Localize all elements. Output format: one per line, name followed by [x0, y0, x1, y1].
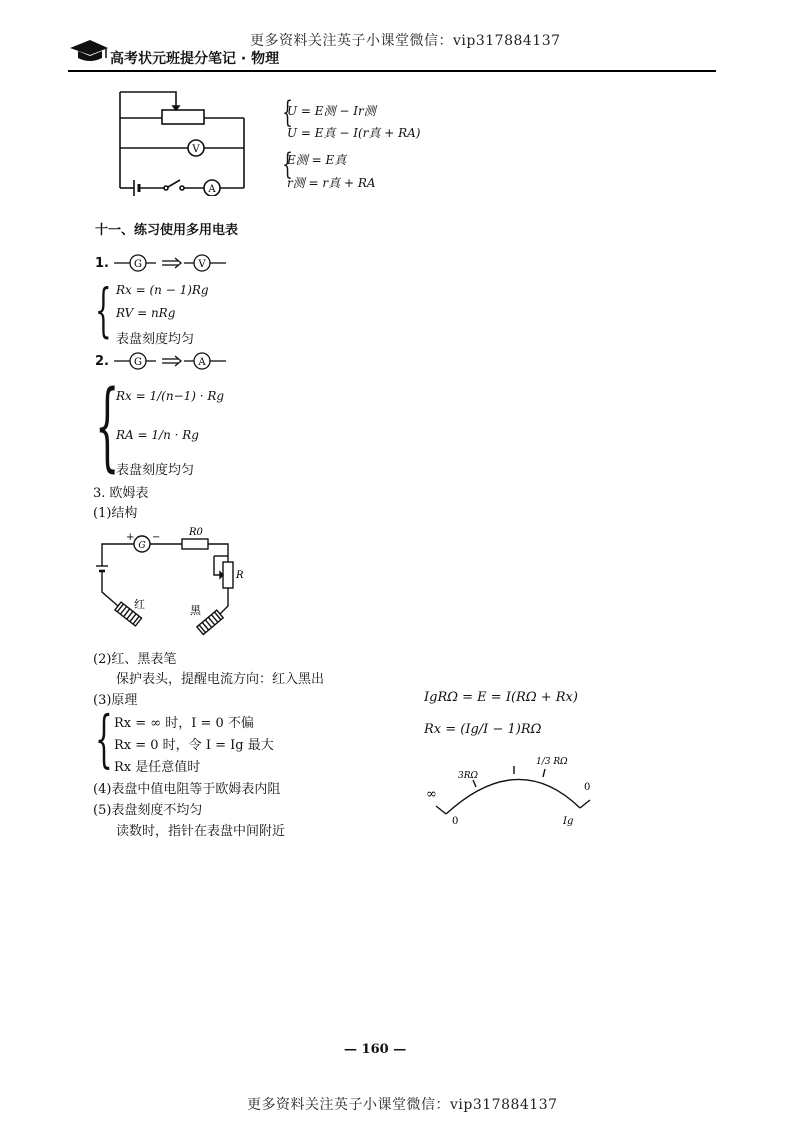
item1-number: 1.: [95, 256, 109, 271]
top-watermark: 更多资料关注英子小课堂微信：vip317884137: [250, 33, 561, 49]
dial-third-r: 1/3 RΩ: [536, 757, 568, 767]
point4: (4)表盘中值电阻等于欧姆表内阻: [93, 782, 281, 797]
g-symbol: G: [134, 357, 142, 368]
brace-icon: {: [95, 702, 113, 775]
formula-ohm-relation: IgRΩ = E = I(RΩ + Rx): [424, 690, 578, 705]
v-symbol: V: [198, 259, 206, 270]
bottom-watermark: 更多资料关注英子小课堂微信：vip317884137: [247, 1097, 558, 1113]
dial-zero-left: 0: [452, 816, 459, 827]
leads-heading: (2)红、黑表笔: [93, 652, 177, 667]
point5-description: 读数时，指针在表盘中间附近: [116, 824, 286, 839]
ohmmeter-structure-diagram: [92, 522, 252, 638]
item1-line2: RV = nRg: [116, 306, 176, 320]
galvanometer-symbol: G: [138, 541, 146, 551]
item2-line2: RA = 1/n · Rg: [116, 428, 199, 442]
minus-sign: −: [152, 532, 161, 543]
item2-number: 2.: [95, 354, 109, 369]
header-title: 高考状元班提分笔记 · 物理: [110, 51, 280, 67]
r0-label: R0: [189, 527, 203, 538]
ammeter-label: A: [208, 184, 216, 195]
voltmeter-label: V: [192, 144, 200, 155]
principle-heading: (3)原理: [93, 693, 138, 708]
page-number: — 160 —: [344, 1042, 407, 1057]
structure-heading: (1)结构: [93, 506, 138, 521]
item1-line1: Rx = (n − 1)Rg: [116, 283, 209, 297]
principle-case2: Rx = 0 时，令 I = Ig 最大: [114, 738, 274, 753]
item2-line3: 表盘刻度均匀: [116, 463, 195, 478]
a-symbol: A: [198, 357, 206, 368]
principle-case3: Rx 是任意值时: [114, 760, 201, 775]
black-lead-label: 黑: [190, 604, 201, 617]
brace-icon: {: [282, 147, 293, 182]
equation-r-measured: r测 = r真 + RA: [287, 176, 376, 190]
item1-line3: 表盘刻度均匀: [116, 332, 195, 347]
brace-icon: {: [95, 276, 112, 344]
point5: (5)表盘刻度不均匀: [93, 803, 203, 818]
g-symbol: G: [134, 259, 142, 270]
equation-e-measured: E测 = E真: [287, 153, 347, 167]
brace-icon: {: [282, 95, 293, 130]
equation-u-true: U = E真 − I(r真 + RA): [287, 126, 421, 140]
dial-infinity: ∞: [426, 787, 437, 802]
leads-description: 保护表头，提醒电流方向：红入黑出: [116, 672, 325, 687]
brace-icon: {: [95, 370, 120, 482]
header-rule: [68, 70, 716, 72]
mortarboard-logo-icon: [68, 38, 110, 64]
section-title: 十一、练习使用多用电表: [95, 223, 239, 238]
plus-sign: +: [126, 532, 135, 543]
equation-u-measured: U = E测 − Ir测: [287, 104, 376, 118]
dial-ig: Ig: [563, 816, 574, 827]
g-to-a-diagram: [112, 350, 232, 372]
top-circuit-diagram: [112, 84, 252, 196]
ohmmeter-dial-diagram: [418, 756, 618, 828]
dial-zero-right: 0: [584, 782, 591, 793]
red-lead-label: 红: [134, 598, 145, 611]
item3-title: 3. 欧姆表: [93, 486, 149, 501]
dial-three-r: 3RΩ: [458, 771, 478, 781]
r-label: R: [236, 570, 244, 581]
principle-case1: Rx = ∞ 时，I = 0 不偏: [114, 716, 254, 731]
g-to-v-diagram: [112, 252, 232, 274]
formula-rx: Rx = (Ig/I − 1)RΩ: [424, 722, 542, 737]
item2-line1: Rx = 1/(n−1) · Rg: [116, 389, 225, 403]
